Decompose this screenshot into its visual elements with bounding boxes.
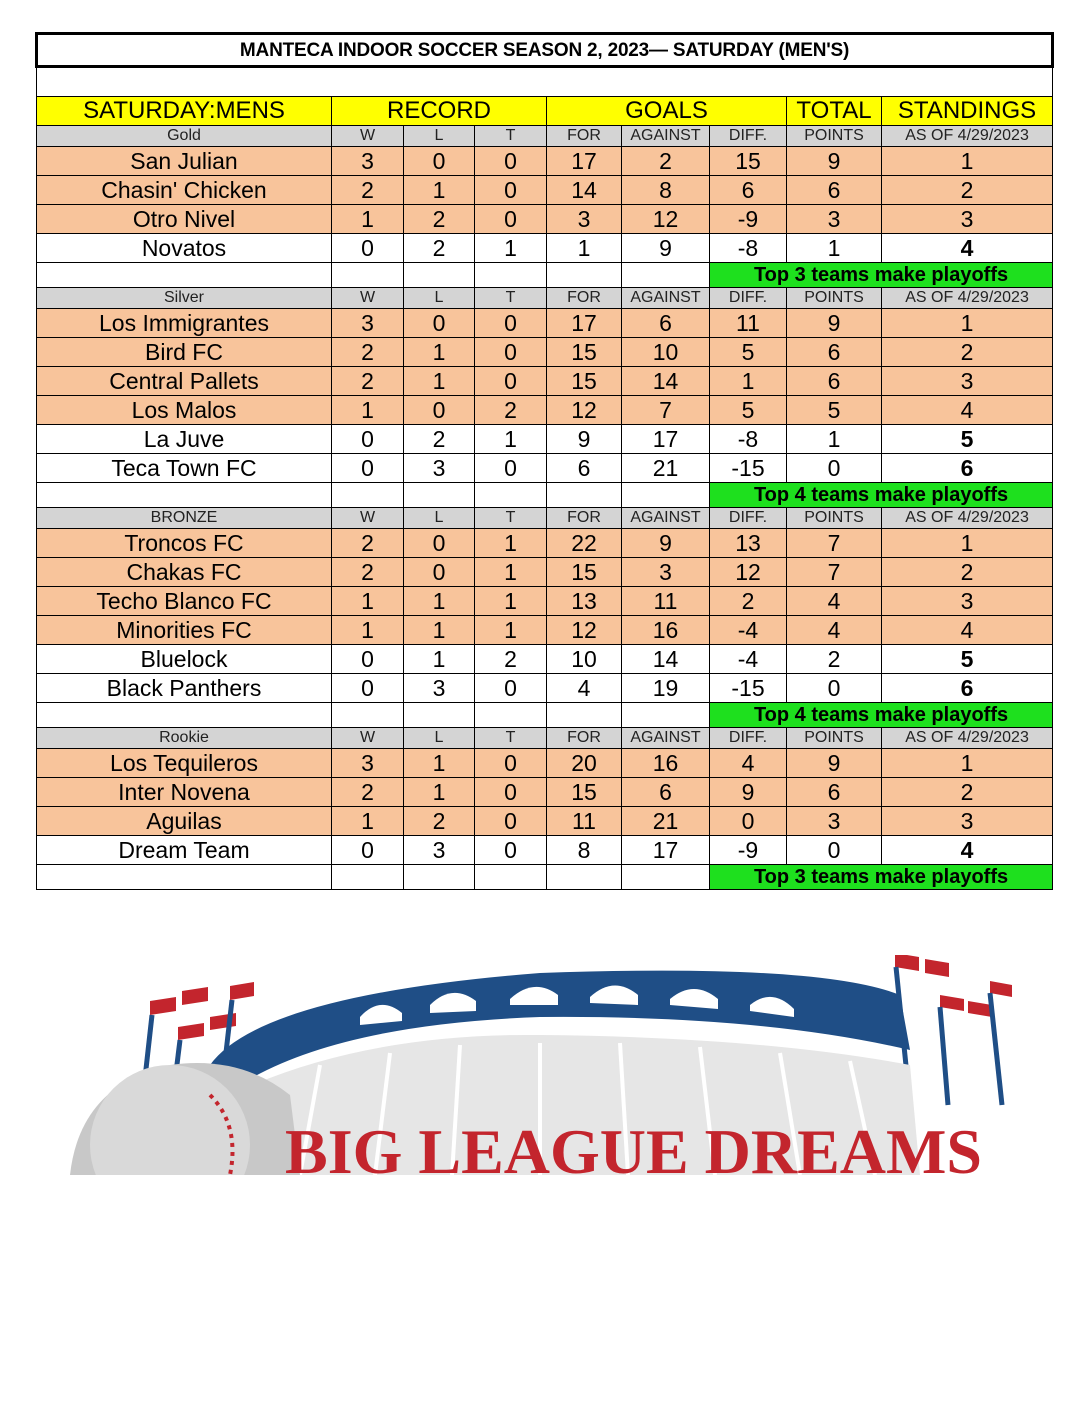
- team-diff: 5: [710, 396, 787, 425]
- team-l: 0: [404, 147, 475, 176]
- team-for: 12: [547, 616, 622, 645]
- team-for: 3: [547, 205, 622, 234]
- team-name: Central Pallets: [37, 367, 332, 396]
- team-l: 1: [404, 176, 475, 205]
- team-row: [37, 309, 1053, 338]
- team-for: 9: [547, 425, 622, 454]
- team-for: 17: [547, 309, 622, 338]
- subheader-diff: DIFF.: [710, 288, 787, 309]
- team-rank: 6: [882, 674, 1053, 703]
- blank-row: [37, 67, 1053, 97]
- subheader-against: AGAINST: [622, 728, 710, 749]
- team-rank: 1: [882, 529, 1053, 558]
- team-row: [37, 234, 1053, 263]
- empty-cell: [622, 865, 710, 890]
- team-t: 0: [475, 147, 547, 176]
- team-diff: -9: [710, 205, 787, 234]
- subheader-t: T: [475, 508, 547, 529]
- team-row: [37, 425, 1053, 454]
- team-name: Los Malos: [37, 396, 332, 425]
- team-against: 11: [622, 587, 710, 616]
- team-rank: 2: [882, 558, 1053, 587]
- team-t: 0: [475, 674, 547, 703]
- team-t: 2: [475, 396, 547, 425]
- team-t: 0: [475, 454, 547, 483]
- team-row: [37, 367, 1053, 396]
- team-l: 3: [404, 674, 475, 703]
- team-w: 0: [332, 645, 404, 674]
- subheader-diff: DIFF.: [710, 126, 787, 147]
- empty-cell: [622, 483, 710, 508]
- team-rank: 3: [882, 367, 1053, 396]
- team-points: 3: [787, 205, 882, 234]
- team-name: Los Tequileros: [37, 749, 332, 778]
- team-t: 0: [475, 205, 547, 234]
- empty-cell: [404, 483, 475, 508]
- team-for: 8: [547, 836, 622, 865]
- division-subheader: [37, 728, 1053, 749]
- team-rank: 3: [882, 205, 1053, 234]
- team-l: 0: [404, 309, 475, 338]
- empty-cell: [37, 865, 332, 890]
- team-w: 1: [332, 205, 404, 234]
- team-name: Teca Town FC: [37, 454, 332, 483]
- team-row: [37, 338, 1053, 367]
- team-diff: -15: [710, 674, 787, 703]
- empty-cell: [547, 483, 622, 508]
- team-diff: -4: [710, 645, 787, 674]
- team-points: 0: [787, 674, 882, 703]
- team-for: 17: [547, 147, 622, 176]
- team-points: 9: [787, 309, 882, 338]
- team-rank: 3: [882, 807, 1053, 836]
- team-l: 1: [404, 338, 475, 367]
- empty-cell: [547, 703, 622, 728]
- empty-cell: [37, 483, 332, 508]
- subheader-t: T: [475, 728, 547, 749]
- team-rank: 1: [882, 309, 1053, 338]
- subheader-l: L: [404, 508, 475, 529]
- total-header: TOTAL: [787, 97, 882, 126]
- division-subheader: [37, 126, 1053, 147]
- standings-table: [35, 32, 1054, 890]
- empty-cell: [475, 263, 547, 288]
- subheader-for: FOR: [547, 728, 622, 749]
- team-points: 6: [787, 367, 882, 396]
- team-points: 4: [787, 587, 882, 616]
- subheader-as-of: AS OF 4/29/2023: [882, 508, 1053, 529]
- team-name: Chasin' Chicken: [37, 176, 332, 205]
- empty-cell: [332, 865, 404, 890]
- team-l: 0: [404, 529, 475, 558]
- team-w: 0: [332, 836, 404, 865]
- team-row: [37, 454, 1053, 483]
- team-for: 14: [547, 176, 622, 205]
- team-w: 0: [332, 234, 404, 263]
- team-w: 2: [332, 367, 404, 396]
- team-t: 0: [475, 309, 547, 338]
- empty-cell: [404, 263, 475, 288]
- team-diff: 2: [710, 587, 787, 616]
- team-l: 1: [404, 749, 475, 778]
- subheader-for: FOR: [547, 126, 622, 147]
- team-l: 1: [404, 587, 475, 616]
- team-points: 3: [787, 807, 882, 836]
- team-row: [37, 836, 1053, 865]
- team-w: 1: [332, 807, 404, 836]
- team-rank: 4: [882, 616, 1053, 645]
- subheader-as-of: AS OF 4/29/2023: [882, 728, 1053, 749]
- team-l: 1: [404, 778, 475, 807]
- team-against: 6: [622, 309, 710, 338]
- team-t: 1: [475, 587, 547, 616]
- team-name: Minorities FC: [37, 616, 332, 645]
- empty-cell: [547, 263, 622, 288]
- team-for: 1: [547, 234, 622, 263]
- team-for: 6: [547, 454, 622, 483]
- subheader-diff: DIFF.: [710, 508, 787, 529]
- team-w: 3: [332, 147, 404, 176]
- team-name: Dream Team: [37, 836, 332, 865]
- playoff-note-row: [37, 865, 1053, 890]
- team-diff: 15: [710, 147, 787, 176]
- empty-cell: [475, 865, 547, 890]
- team-for: 15: [547, 338, 622, 367]
- team-row: [37, 147, 1053, 176]
- subheader-points: POINTS: [787, 288, 882, 309]
- team-against: 17: [622, 425, 710, 454]
- division-name: Rookie: [37, 728, 332, 749]
- team-against: 9: [622, 529, 710, 558]
- playoff-note-row: [37, 263, 1053, 288]
- team-against: 7: [622, 396, 710, 425]
- team-rank: 5: [882, 645, 1053, 674]
- playoff-note-row: [37, 483, 1053, 508]
- team-t: 0: [475, 807, 547, 836]
- empty-cell: [332, 263, 404, 288]
- team-diff: -15: [710, 454, 787, 483]
- team-diff: 11: [710, 309, 787, 338]
- team-for: 15: [547, 778, 622, 807]
- team-against: 10: [622, 338, 710, 367]
- team-points: 5: [787, 396, 882, 425]
- empty-cell: [622, 263, 710, 288]
- team-t: 0: [475, 778, 547, 807]
- team-t: 1: [475, 558, 547, 587]
- team-against: 14: [622, 645, 710, 674]
- team-t: 0: [475, 338, 547, 367]
- team-diff: 5: [710, 338, 787, 367]
- team-diff: 9: [710, 778, 787, 807]
- team-against: 16: [622, 616, 710, 645]
- subheader-for: FOR: [547, 288, 622, 309]
- team-w: 3: [332, 749, 404, 778]
- division-header: SATURDAY:MENS: [37, 97, 332, 126]
- team-diff: -8: [710, 425, 787, 454]
- team-for: 10: [547, 645, 622, 674]
- subheader-against: AGAINST: [622, 288, 710, 309]
- team-name: Aguilas: [37, 807, 332, 836]
- subheader-against: AGAINST: [622, 508, 710, 529]
- team-against: 14: [622, 367, 710, 396]
- team-diff: 13: [710, 529, 787, 558]
- subheader-points: POINTS: [787, 728, 882, 749]
- team-name: Otro Nivel: [37, 205, 332, 234]
- team-points: 7: [787, 529, 882, 558]
- team-w: 2: [332, 558, 404, 587]
- team-for: 4: [547, 674, 622, 703]
- team-row: [37, 616, 1053, 645]
- team-t: 1: [475, 616, 547, 645]
- team-rank: 1: [882, 749, 1053, 778]
- team-rank: 4: [882, 836, 1053, 865]
- subheader-w: W: [332, 288, 404, 309]
- playoff-note-row: [37, 703, 1053, 728]
- team-points: 0: [787, 454, 882, 483]
- team-for: 20: [547, 749, 622, 778]
- team-diff: 12: [710, 558, 787, 587]
- team-w: 3: [332, 309, 404, 338]
- team-name: Bluelock: [37, 645, 332, 674]
- team-l: 1: [404, 367, 475, 396]
- team-name: Chakas FC: [37, 558, 332, 587]
- playoff-note: Top 3 teams make playoffs: [710, 865, 1053, 890]
- team-diff: 4: [710, 749, 787, 778]
- team-row: [37, 205, 1053, 234]
- team-t: 1: [475, 234, 547, 263]
- subheader-l: L: [404, 288, 475, 309]
- team-name: La Juve: [37, 425, 332, 454]
- team-rank: 3: [882, 587, 1053, 616]
- empty-cell: [475, 483, 547, 508]
- team-w: 2: [332, 778, 404, 807]
- team-rank: 1: [882, 147, 1053, 176]
- team-t: 0: [475, 176, 547, 205]
- division-name: Silver: [37, 288, 332, 309]
- empty-cell: [547, 865, 622, 890]
- team-l: 2: [404, 807, 475, 836]
- team-points: 1: [787, 425, 882, 454]
- team-w: 1: [332, 587, 404, 616]
- team-row: [37, 558, 1053, 587]
- team-rank: 4: [882, 234, 1053, 263]
- division-subheader: [37, 508, 1053, 529]
- team-row: [37, 807, 1053, 836]
- team-rank: 4: [882, 396, 1053, 425]
- team-against: 17: [622, 836, 710, 865]
- team-for: 15: [547, 367, 622, 396]
- team-against: 12: [622, 205, 710, 234]
- team-against: 9: [622, 234, 710, 263]
- team-against: 2: [622, 147, 710, 176]
- team-row: [37, 778, 1053, 807]
- team-l: 3: [404, 454, 475, 483]
- team-row: [37, 529, 1053, 558]
- team-l: 0: [404, 396, 475, 425]
- team-t: 2: [475, 645, 547, 674]
- team-against: 16: [622, 749, 710, 778]
- team-w: 0: [332, 425, 404, 454]
- team-for: 15: [547, 558, 622, 587]
- playoff-note: Top 4 teams make playoffs: [710, 483, 1053, 508]
- team-name: Inter Novena: [37, 778, 332, 807]
- record-header: RECORD: [332, 97, 547, 126]
- team-t: 0: [475, 749, 547, 778]
- team-l: 2: [404, 234, 475, 263]
- goals-header: GOALS: [547, 97, 787, 126]
- team-rank: 2: [882, 338, 1053, 367]
- team-name: Los Immigrantes: [37, 309, 332, 338]
- team-for: 22: [547, 529, 622, 558]
- team-w: 1: [332, 396, 404, 425]
- playoff-note: Top 4 teams make playoffs: [710, 703, 1053, 728]
- team-diff: -4: [710, 616, 787, 645]
- team-rank: 5: [882, 425, 1053, 454]
- team-w: 1: [332, 616, 404, 645]
- subheader-t: T: [475, 126, 547, 147]
- team-points: 9: [787, 749, 882, 778]
- empty-cell: [404, 865, 475, 890]
- subheader-diff: DIFF.: [710, 728, 787, 749]
- subheader-w: W: [332, 728, 404, 749]
- team-against: 19: [622, 674, 710, 703]
- empty-cell: [332, 703, 404, 728]
- team-row: [37, 749, 1053, 778]
- team-rank: 2: [882, 778, 1053, 807]
- team-l: 3: [404, 836, 475, 865]
- division-name: Gold: [37, 126, 332, 147]
- empty-cell: [332, 483, 404, 508]
- team-w: 2: [332, 529, 404, 558]
- team-points: 6: [787, 176, 882, 205]
- team-against: 21: [622, 807, 710, 836]
- logo-text: BIG LEAGUE DREAMS: [285, 1116, 982, 1175]
- empty-cell: [622, 703, 710, 728]
- big-league-dreams-logo: [60, 955, 1060, 1175]
- division-subheader: [37, 288, 1053, 309]
- team-row: [37, 396, 1053, 425]
- empty-cell: [404, 703, 475, 728]
- subheader-against: AGAINST: [622, 126, 710, 147]
- team-diff: -8: [710, 234, 787, 263]
- team-for: 11: [547, 807, 622, 836]
- team-l: 0: [404, 558, 475, 587]
- team-name: Troncos FC: [37, 529, 332, 558]
- subheader-l: L: [404, 728, 475, 749]
- team-t: 0: [475, 367, 547, 396]
- team-points: 4: [787, 616, 882, 645]
- subheader-points: POINTS: [787, 508, 882, 529]
- subheader-points: POINTS: [787, 126, 882, 147]
- team-diff: 1: [710, 367, 787, 396]
- sheet-title: MANTECA INDOOR SOCCER SEASON 2, 2023— SATURDAY (MEN'S): [37, 34, 1053, 67]
- subheader-for: FOR: [547, 508, 622, 529]
- team-row: [37, 176, 1053, 205]
- team-points: 7: [787, 558, 882, 587]
- subheader-l: L: [404, 126, 475, 147]
- team-points: 0: [787, 836, 882, 865]
- team-l: 1: [404, 645, 475, 674]
- team-diff: 6: [710, 176, 787, 205]
- team-name: San Julian: [37, 147, 332, 176]
- team-points: 6: [787, 778, 882, 807]
- empty-cell: [37, 703, 332, 728]
- team-row: [37, 645, 1053, 674]
- team-l: 2: [404, 425, 475, 454]
- subheader-t: T: [475, 288, 547, 309]
- team-w: 0: [332, 674, 404, 703]
- subheader-as-of: AS OF 4/29/2023: [882, 288, 1053, 309]
- playoff-note: Top 3 teams make playoffs: [710, 263, 1053, 288]
- team-points: 2: [787, 645, 882, 674]
- team-for: 13: [547, 587, 622, 616]
- team-row: [37, 674, 1053, 703]
- subheader-w: W: [332, 126, 404, 147]
- team-for: 12: [547, 396, 622, 425]
- empty-cell: [475, 703, 547, 728]
- team-w: 2: [332, 338, 404, 367]
- team-l: 2: [404, 205, 475, 234]
- team-name: Novatos: [37, 234, 332, 263]
- team-rank: 2: [882, 176, 1053, 205]
- division-name: BRONZE: [37, 508, 332, 529]
- empty-cell: [37, 263, 332, 288]
- team-points: 9: [787, 147, 882, 176]
- team-against: 8: [622, 176, 710, 205]
- team-points: 1: [787, 234, 882, 263]
- team-name: Black Panthers: [37, 674, 332, 703]
- team-t: 0: [475, 836, 547, 865]
- subheader-as-of: AS OF 4/29/2023: [882, 126, 1053, 147]
- team-w: 2: [332, 176, 404, 205]
- team-diff: 0: [710, 807, 787, 836]
- team-against: 21: [622, 454, 710, 483]
- team-points: 6: [787, 338, 882, 367]
- standings-header: STANDINGS: [882, 97, 1053, 126]
- team-t: 1: [475, 529, 547, 558]
- team-l: 1: [404, 616, 475, 645]
- team-name: Bird FC: [37, 338, 332, 367]
- team-against: 3: [622, 558, 710, 587]
- subheader-w: W: [332, 508, 404, 529]
- team-row: [37, 587, 1053, 616]
- team-name: Techo Blanco FC: [37, 587, 332, 616]
- team-diff: -9: [710, 836, 787, 865]
- team-t: 1: [475, 425, 547, 454]
- team-against: 6: [622, 778, 710, 807]
- team-w: 0: [332, 454, 404, 483]
- team-rank: 6: [882, 454, 1053, 483]
